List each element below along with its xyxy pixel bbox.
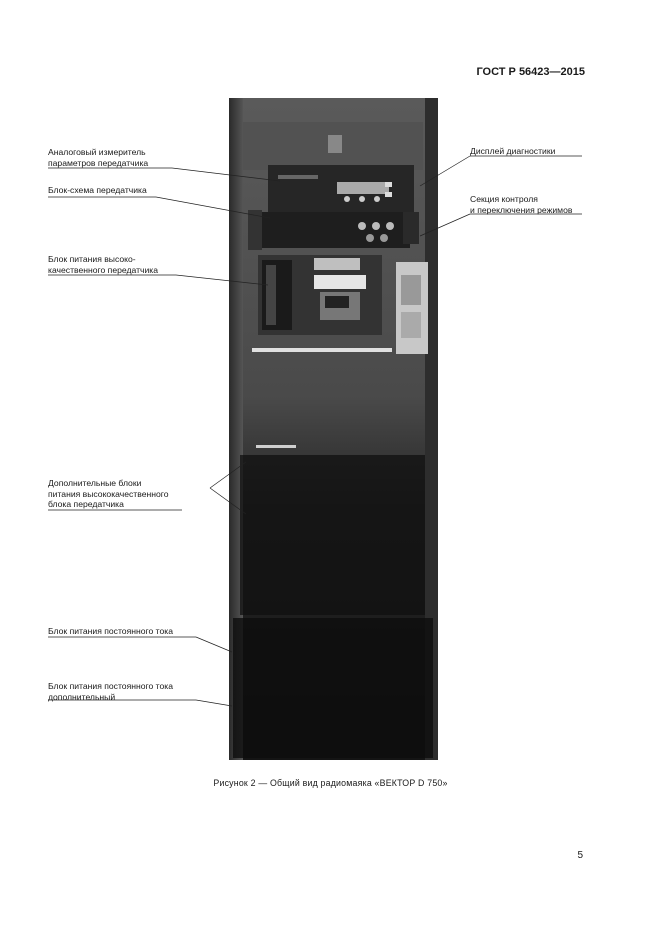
extra-psu-blocks [240,455,425,615]
callout-dc-psu-extra: Блок питания постоянного тока дополнительный [48,681,173,702]
callout-extra-psu: Дополнительные блоки питания высококачественного блока передатчика [48,478,169,509]
callout-hq-psu: Блок питания высоко- качественного передатчика [48,254,159,275]
callout-control-section: Секция контроля и переключения режимов [470,194,573,215]
figure-caption: Рисунок 2 — Общий вид радиомаяка «ВЕКТОР D 750» [213,778,448,788]
callout-analog-meter: Аналоговый измеритель параметров передатчика [48,147,149,168]
page-number: 5 [577,850,583,861]
standard-number: ГОСТ Р 56423—2015 [476,66,585,78]
block-diagram-panel [260,212,410,248]
callout-block-diagram: Блок-схема передатчика [48,185,147,195]
callout-diagnostics-display: Дисплей диагностики [470,146,556,156]
callout-dc-psu: Блок питания постоянного тока [48,626,173,636]
dc-psu [233,618,433,758]
